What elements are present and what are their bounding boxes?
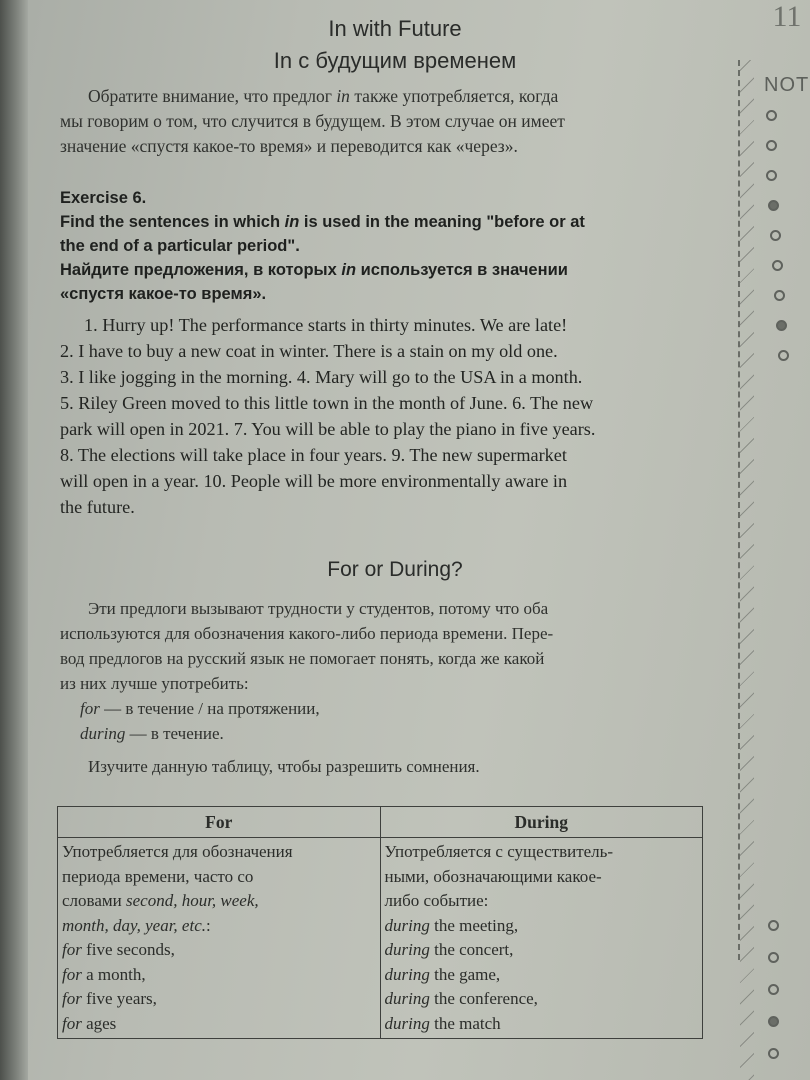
intro-line: Эти предлоги вызывают трудности у студентов, потому что оба bbox=[88, 599, 549, 618]
cell-line: for five seconds, bbox=[62, 940, 175, 959]
cell-line: during the concert, bbox=[384, 940, 514, 959]
table-intro: Изучите данную таблицу, чтобы разрешить сомнения. bbox=[88, 757, 480, 776]
section-title: In with Future bbox=[328, 16, 462, 41]
exercise-label: Exercise 6. bbox=[60, 189, 147, 207]
cell-line: during the match bbox=[384, 1013, 501, 1033]
sentence-line: park will open in 2021. 7. You will be able to play the piano in five years. bbox=[60, 419, 596, 439]
cell-line: month, day, year, etc.: bbox=[62, 915, 211, 935]
notes-margin bbox=[728, 0, 810, 1080]
bullet-icon bbox=[778, 350, 789, 361]
section-subtitle: In с будущим временем bbox=[273, 48, 517, 73]
bullet-icon bbox=[768, 952, 779, 963]
notes-label: NOT bbox=[764, 74, 810, 96]
bullet-icon bbox=[766, 110, 777, 121]
cell-line: during the conference, bbox=[384, 989, 538, 1008]
def-meaning: — в течение / на протяжении, bbox=[99, 699, 320, 718]
cell-during bbox=[380, 838, 703, 1039]
definition-during bbox=[60, 721, 700, 746]
intro-line: мы говорим о том, что случится в будущем. В этом случае он имеет bbox=[60, 111, 565, 131]
section2-intro bbox=[60, 596, 700, 779]
bullet-icon bbox=[768, 1048, 779, 1059]
margin-zigzag bbox=[740, 60, 754, 1080]
intro-line: используются для обозначения какого-либо периода времени. Пере- bbox=[60, 624, 554, 643]
cell-line: for five years, bbox=[62, 989, 157, 1008]
def-meaning: — в течение. bbox=[125, 724, 224, 743]
for-during-table bbox=[57, 806, 703, 1039]
bullet-icon bbox=[770, 230, 781, 241]
exercise-heading bbox=[60, 186, 700, 306]
task-en-line: Find the sentences in which in is used in the meaning "before or at bbox=[60, 213, 585, 231]
intro-line: из них лучше употребить: bbox=[60, 674, 249, 693]
sentence-line: 8. The elections will take place in four years. 9. The new supermarket bbox=[60, 445, 567, 465]
bullet-icon bbox=[774, 290, 785, 301]
bullet-icon bbox=[766, 140, 777, 151]
cell-line: during the meeting, bbox=[384, 915, 519, 935]
bullet-icon bbox=[772, 260, 783, 271]
cell-for bbox=[58, 838, 381, 1039]
cell-line: периода времени, часто со bbox=[62, 866, 254, 886]
intro-paragraph bbox=[60, 84, 700, 159]
bullet-icon bbox=[768, 200, 779, 211]
intro-line: значение «спустя какое-то время» и переводится как «через». bbox=[60, 136, 518, 156]
sentence-line: 2. I have to buy a new coat in winter. There is a stain on my old one. bbox=[60, 341, 558, 361]
bullet-icon bbox=[766, 170, 777, 181]
task-ru-line: Найдите предложения, в которых in используется в значении bbox=[60, 261, 568, 279]
sentence-line: the future. bbox=[60, 497, 135, 517]
bullet-icon bbox=[768, 1016, 779, 1027]
intro-line: Обратите внимание, что предлог in также употребляется, когда bbox=[88, 86, 559, 106]
page-number: 11 bbox=[772, 0, 802, 33]
book-binding bbox=[0, 0, 28, 1080]
section2-title: For or During? bbox=[327, 558, 463, 581]
intro-line: вод предлогов на русский язык не помогает понять, когда же какой bbox=[60, 649, 545, 668]
sentence-line: 1. Hurry up! The performance starts in thirty minutes. We are late! bbox=[84, 315, 568, 335]
bullet-icon bbox=[776, 320, 787, 331]
bullet-icon bbox=[768, 920, 779, 931]
cell-line: for ages bbox=[62, 1013, 117, 1033]
cell-line: словами second, hour, week, bbox=[62, 891, 259, 910]
def-word: during bbox=[80, 724, 126, 743]
definition-for bbox=[60, 696, 700, 721]
cell-line: Употребляется с существитель- bbox=[384, 842, 614, 861]
task-ru-line: «спустя какое-то время». bbox=[60, 285, 267, 303]
def-word: for bbox=[80, 699, 100, 718]
cell-line: либо событие: bbox=[384, 891, 489, 910]
table-row bbox=[58, 838, 703, 1039]
sentence-line: will open in a year. 10. People will be more environmentally aware in bbox=[60, 471, 568, 491]
cell-line: ными, обозначающими какое- bbox=[384, 866, 602, 886]
sentence-line: 5. Riley Green moved to this little town in the month of June. 6. The new bbox=[60, 393, 594, 413]
cell-line: during the game, bbox=[384, 964, 501, 984]
sentence-line: 3. I like jogging in the morning. 4. Mary will go to the USA in a month. bbox=[60, 367, 583, 387]
cell-line: for a month, bbox=[62, 964, 146, 984]
bullet-icon bbox=[768, 984, 779, 995]
header-for: For bbox=[58, 807, 381, 838]
header-during: During bbox=[380, 807, 703, 838]
task-en-line: the end of a particular period". bbox=[60, 237, 300, 255]
cell-line: Употребляется для обозначения bbox=[62, 842, 293, 861]
table-header-row bbox=[58, 807, 703, 838]
